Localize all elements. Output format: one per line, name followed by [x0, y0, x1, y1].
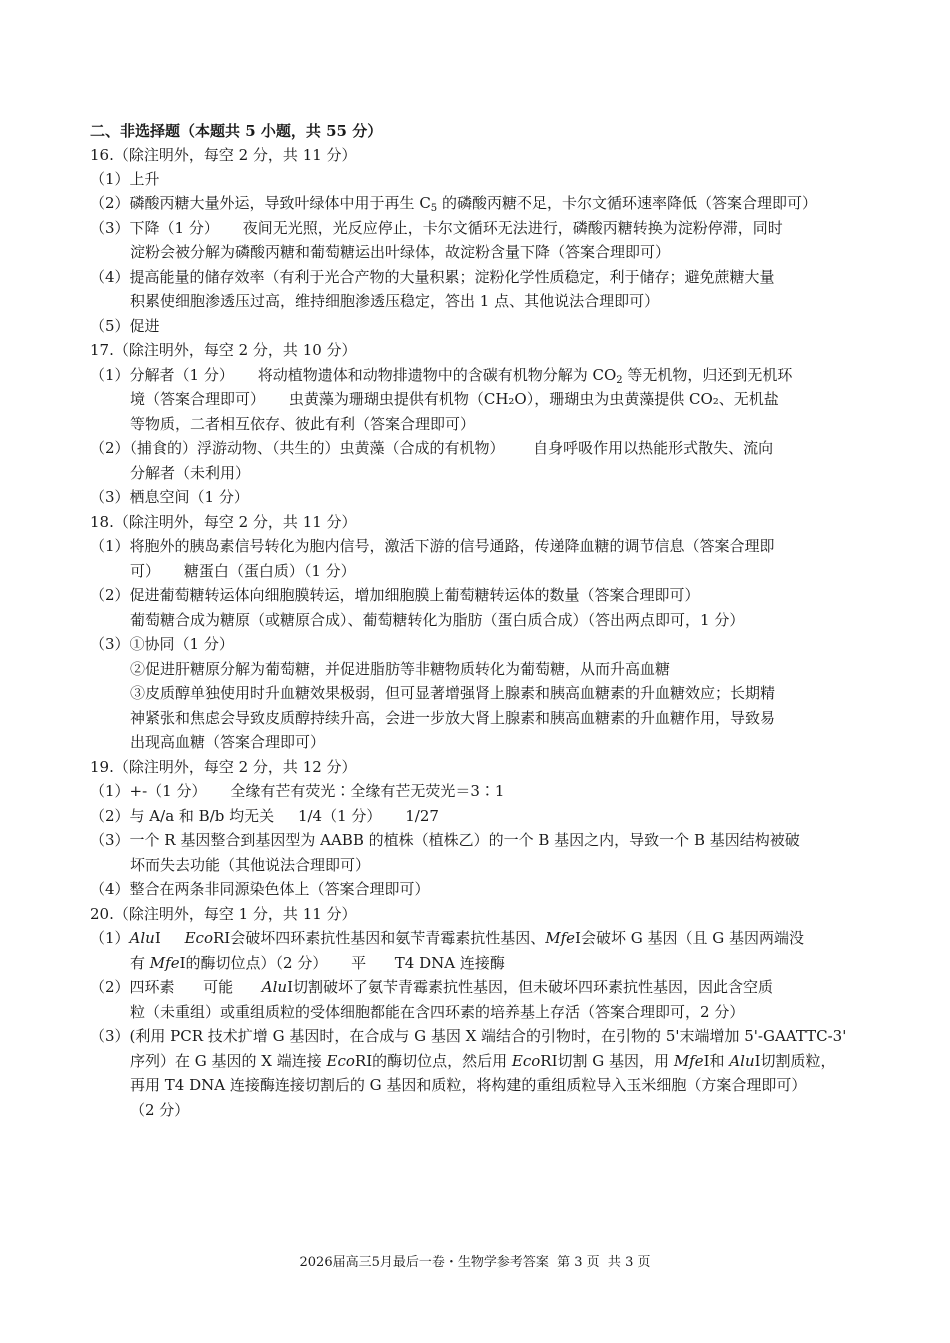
q19-answer-3-line1: （3）一个 R 基因整合到基因型为 AABB 的植株（植株乙）的一个 B 基因之内，导致一个 B 基因结构被破 [90, 831, 800, 849]
q19-answer-1: （1）+-（1 分） 全缘有芒有荧光∶全缘有芒无荧光＝3∶1 [90, 782, 505, 800]
q20-answer-3-line3: 再用 T4 DNA 连接酶连接切割后的 G 基因和质粒，将构建的重组质粒导入玉米细胞（方案合理即可） [130, 1076, 807, 1094]
q20-a3-text-4: Ⅰ和 [703, 1052, 730, 1070]
q20-header: 20.（除注明外，每空 1 分，共 11 分） [90, 905, 357, 923]
q17-answer-2-line2: 分解者（未利用） [130, 464, 251, 482]
q17-answer-1-subscript: 2 [616, 375, 623, 386]
q20-answer-3-line2 [130, 1051, 836, 1071]
q19-header: 19.（除注明外，每空 2 分，共 12 分） [90, 758, 357, 776]
enzyme-alu: Alu [729, 1052, 755, 1070]
q18-answer-1-line1: （1）将胞外的胰岛素信号转化为胞内信号，激活下游的信号通路，传递降血糖的调节信息（答案合理即 [90, 537, 775, 555]
q20-answer-1-line2 [130, 953, 505, 973]
q18-answer-3-line5: 出现高血糖（答案合理即可） [130, 733, 326, 751]
q20-a2-text-2: Ⅰ切割破坏了氨苄青霉素抗性基因，但未破坏四环素抗性基因，因此含空质 [287, 978, 773, 996]
q18-header: 18.（除注明外，每空 2 分，共 11 分） [90, 513, 357, 531]
q19-answer-3-line2: 坏而失去功能（其他说法合理即可） [130, 856, 371, 874]
q18-answer-3-line1: （3）①协同（1 分） [90, 635, 234, 653]
enzyme-mfe: Mfe [545, 929, 576, 947]
q17-answer-1-text: （1）分解者（1 分） 将动植物遗体和动物排遗物中的含碳有机物分解为 CO [90, 366, 617, 384]
enzyme-alu: Alu [261, 978, 288, 996]
q16-answer-3-line2: 淀粉会被分解为磷酸丙糖和葡萄糖运出叶绿体，故淀粉含量下降（答案合理即可） [130, 243, 671, 261]
q17-answer-1-line2: 境（答案合理即可） 虫黄藻为珊瑚虫提供有机物（CH₂O），珊瑚虫为虫黄藻提供 CO₂、无机盐 [130, 390, 779, 408]
enzyme-eco: Eco [511, 1052, 541, 1070]
q16-answer-5: （5）促进 [90, 317, 160, 335]
q19-answer-4: （4）整合在两条非同源染色体上（答案合理即可） [90, 880, 430, 898]
q16-answer-2-text-end: 的磷酸丙糖不足，卡尔文循环速率降低（答案合理即可） [437, 194, 817, 212]
page-footer: 2026届高三5月最后一卷・生物学参考答案 第 3 页 共 3 页 [299, 1255, 651, 1270]
q20-a1-text-1: Ⅰ [154, 929, 185, 947]
q20-a3-text-1: 序列）在 G 基因的 X 端连接 [130, 1052, 327, 1070]
q19-answer-2: （2）与 A/a 和 B/b 均无关 1/4（1 分） 1/27 [90, 807, 439, 825]
q17-answer-3: （3）栖息空间（1 分） [90, 488, 249, 506]
q20-answer-2-line1 [90, 977, 773, 997]
q16-answer-2 [90, 193, 817, 213]
q16-answer-2-subscript: 5 [430, 203, 438, 214]
q20-a1-prefix: （1） [90, 929, 130, 947]
q20-answer-3-line4: （2 分） [130, 1101, 190, 1119]
enzyme-mfe: Mfe [673, 1052, 704, 1070]
q20-a1-l2-text-2: Ⅰ的酶切位点）（2 分） 平 T4 DNA 连接酶 [179, 954, 505, 972]
q18-answer-2-line1: （2）促进葡萄糖转运体向细胞膜转运，增加细胞膜上葡萄糖转运体的数量（答案合理即可） [90, 586, 700, 604]
q20-a3-text-5: Ⅰ切割质粒， [754, 1052, 836, 1070]
q16-answer-4-line2: 积累使细胞渗透压过高，维持细胞渗透压稳定，答出 1 点、其他说法合理即可） [130, 292, 660, 310]
q20-a1-text-3: Ⅰ会破坏 G 基因（且 G 基因两端没 [575, 929, 804, 947]
q17-answer-1-text-end: 等无机物，归还到无机环 [622, 366, 793, 384]
q17-answer-2-line1: （2）（捕食的）浮游动物、（共生的）虫黄藻（合成的有机物） 自身呼吸作用以热能形式散失、流向 [90, 439, 774, 457]
enzyme-eco: Eco [326, 1052, 355, 1070]
enzyme-eco: Eco [184, 929, 213, 947]
q20-a1-text-2: RⅠ会破坏四环素抗性基因和氨苄青霉素抗性基因、 [213, 929, 546, 947]
q16-header: 16.（除注明外，每空 2 分，共 11 分） [90, 146, 357, 164]
q17-answer-1-line3: 等物质，二者相互依存、彼此有利（答案合理即可） [130, 415, 476, 433]
q16-answer-1: （1）上升 [90, 170, 160, 188]
q18-answer-3-line2: ②促进肝糖原分解为葡萄糖，并促进脂肪等非糖物质转化为葡萄糖，从而升高血糖 [130, 660, 671, 678]
q18-answer-3-line3: ③皮质醇单独使用时升血糖效果极弱，但可显著增强肾上腺素和胰高血糖素的升血糖效应；长期精 [130, 684, 776, 702]
q20-a2-text-1: （2）四环素 可能 [90, 978, 262, 996]
q16-answer-3-line1: （3）下降（1 分） 夜间无光照，光反应停止，卡尔文循环无法进行，磷酸丙糖转换为淀粉停滞，同时 [90, 219, 783, 237]
q18-answer-1-line2: 可） 糖蛋白（蛋白质）（1 分） [130, 562, 356, 580]
q18-answer-3-line4: 神紧张和焦虑会导致皮质醇持续升高，会进一步放大肾上腺素和胰高血糖素的升血糖作用，导致易 [130, 709, 776, 727]
enzyme-mfe: Mfe [149, 954, 180, 972]
q20-a3-text-3: RⅠ切割 G 基因，用 [540, 1052, 674, 1070]
q18-answer-2-line2: 葡萄糖合成为糖原（或糖原合成）、葡萄糖转化为脂肪（蛋白质合成）（答出两点即可，1 分） [130, 611, 745, 629]
enzyme-alu: Alu [129, 929, 155, 947]
q20-answer-3-line1: （3）(利用 PCR 技术扩增 G 基因时，在合成与 G 基因 X 端结合的引物时，在引物的 5'末端增加 5'-GAATTC-3' [90, 1027, 847, 1045]
q20-a3-text-2: RⅠ的酶切位点，然后用 [354, 1052, 512, 1070]
q20-answer-1-line1 [90, 928, 804, 948]
q16-answer-2-text: （2）磷酸丙糖大量外运，导致叶绿体中用于再生 C [90, 194, 431, 212]
q20-answer-2-line2: 粒（未重组）或重组质粒的受体细胞都能在含四环素的培养基上存活（答案合理即可，2 分） [130, 1003, 745, 1021]
section-title: 二、非选择题（本题共 5 小题，共 55 分） [90, 122, 383, 140]
q17-answer-1-line1 [90, 365, 792, 385]
q17-header: 17.（除注明外，每空 2 分，共 10 分） [90, 341, 357, 359]
q16-answer-4-line1: （4）提高能量的储存效率（有利于光合产物的大量积累；淀粉化学性质稳定，利于储存；避免蔗糖大量 [90, 268, 775, 286]
q20-a1-l2-text-1: 有 [130, 954, 150, 972]
